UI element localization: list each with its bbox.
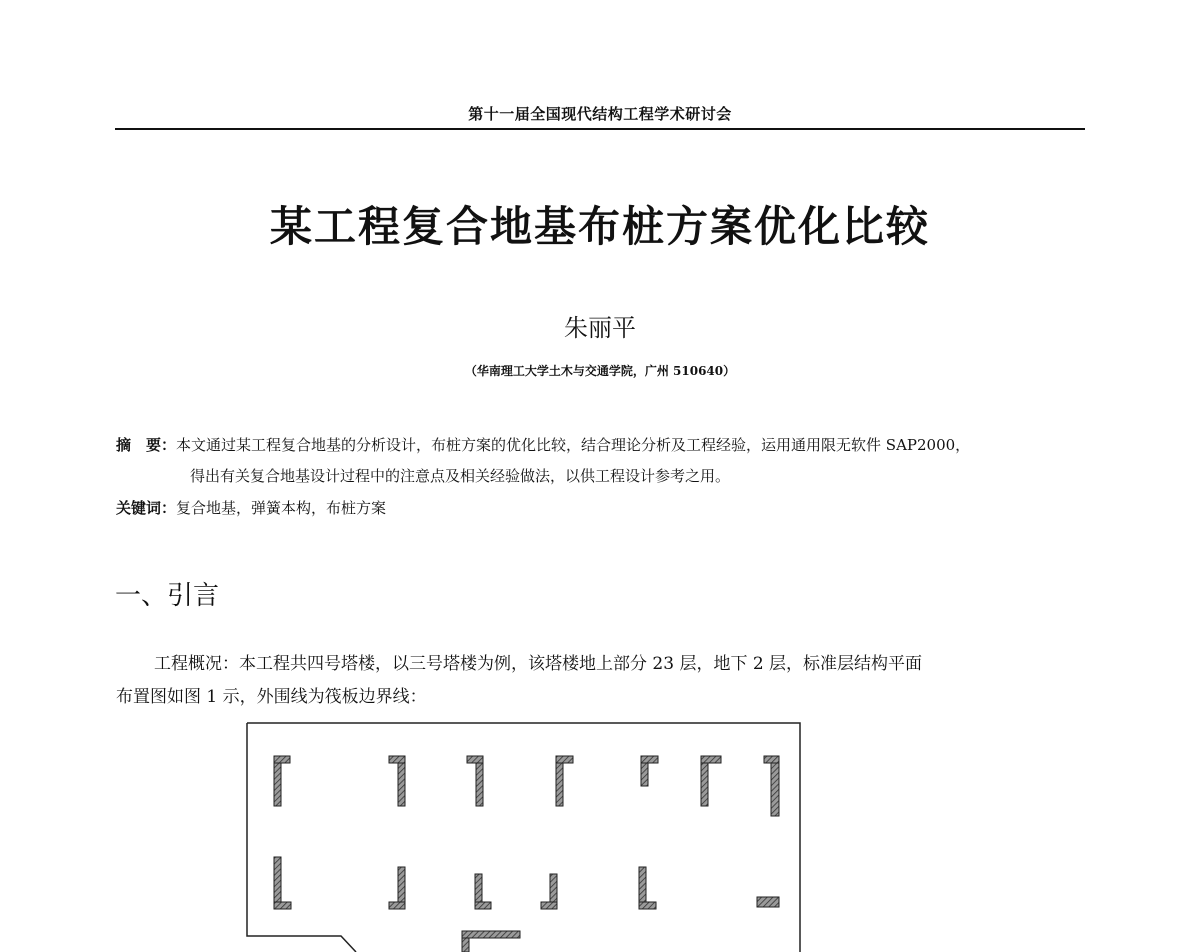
body-paragraph [116, 648, 1086, 714]
shear-wall [556, 756, 573, 806]
shear-wall [462, 931, 520, 952]
wall-group-top [274, 756, 779, 816]
section-heading-introduction: 一、引言 [115, 581, 220, 611]
shear-wall [641, 756, 658, 786]
structural-plan-drawing [246, 722, 802, 952]
shear-wall [475, 874, 491, 909]
shear-wall [639, 867, 656, 909]
shear-wall [541, 874, 557, 909]
shear-wall [757, 897, 779, 907]
header-rule [115, 128, 1085, 130]
paper-title: 某工程复合地基布桩方案优化比较 [269, 202, 930, 251]
shear-wall [274, 756, 290, 806]
body-line-1: 工程概况：本工程共四号塔楼，以三号塔楼为例，该塔楼地上部分 23 层，地下 2 层，标准层结构平面 [154, 654, 923, 674]
shear-wall [701, 756, 721, 806]
keywords-label: 关键词： [116, 499, 177, 517]
running-header: 第十一届全国现代结构工程学术研讨会 [468, 105, 732, 123]
keywords [116, 497, 1086, 518]
abstract-line-1: 本文通过某工程复合地基的分析设计，布桩方案的优化比较，结合理论分析及工程经验，运用通用限无软件 SAP2000， [176, 436, 971, 454]
wall-group-bottom [274, 857, 779, 952]
abstract-line-2: 得出有关复合地基设计过程中的注意点及相关经验做法，以供工程设计参考之用。 [190, 467, 731, 485]
structural-plan-figure [246, 722, 802, 952]
author-name: 朱丽平 [564, 314, 636, 342]
abstract-label: 摘 要： [116, 436, 177, 454]
shear-wall [764, 756, 779, 816]
shear-wall [467, 756, 483, 806]
shear-wall [389, 756, 405, 806]
shear-wall [389, 867, 405, 909]
body-line-2: 布置图如图 1 示，外围线为筏板边界线： [116, 687, 427, 707]
abstract [116, 430, 1086, 492]
author-affiliation: （华南理工大学土木与交通学院，广州 510640） [464, 364, 736, 378]
shear-wall [274, 857, 291, 909]
keywords-text: 复合地基，弹簧本构，布桩方案 [176, 499, 387, 517]
